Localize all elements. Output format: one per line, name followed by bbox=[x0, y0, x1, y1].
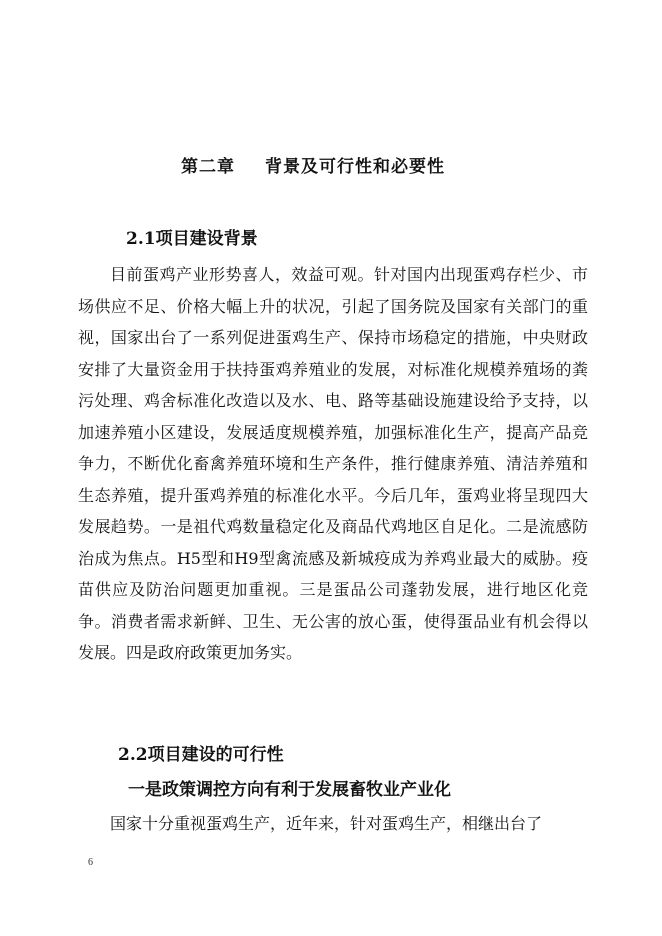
section-heading-2-1: 2.1项目建设背景 bbox=[126, 229, 258, 249]
background-paragraph: 目前蛋鸡产业形势喜人，效益可观。针对国内出现蛋鸡存栏少、市场供应不足、价格大幅上升的状况，引起了国务院及国家有关部门的重视，国家出台了一系列促进蛋鸡生产、保持市场稳定的措施，中央财政安排了大量资金用于扶持蛋鸡养殖业的发展，对标准化规模养殖场的粪污处理、鸡舍标准化改造以及水、电、路等基础设施建设给予支持，以加速养殖小区建设，发展适度规模养殖，加强标准化生产，提高产品竞争力，不断优化畜禽养殖环境和生产条件，推行健康养殖、清洁养殖和生态养殖，提升蛋鸡养殖的标准化水平。今后几年，蛋鸡业将呈现四大发展趋势。一是祖代鸡数量稳定化及商品代鸡地区自足化。二是流感防治成为焦点。H5型和H9型禽流感及新城疫成为养鸡业最大的威胁。疫苗供应及防治问题更加重视。三是蛋品公司蓬勃发展，进行地区化竞争。消费者需求新鲜、卫生、无公害的放心蛋，使得蛋品业有机会得以发展。四是政府政策更加务实。 bbox=[78, 265, 588, 662]
feasibility-paragraph: 国家十分重视蛋鸡生产，近年来，针对蛋鸡生产，相继出台了 bbox=[110, 814, 543, 833]
section-heading-2-2: 2.2项目建设的可行性 bbox=[118, 745, 284, 765]
chapter-name: 背景及可行性和必要性 bbox=[265, 157, 445, 177]
chapter-number: 第二章 bbox=[181, 157, 235, 177]
page-number: 6 bbox=[88, 857, 93, 868]
feasibility-subheading: 一是政策调控方向有利于发展畜牧业产业化 bbox=[128, 780, 451, 800]
chapter-title bbox=[181, 152, 445, 177]
